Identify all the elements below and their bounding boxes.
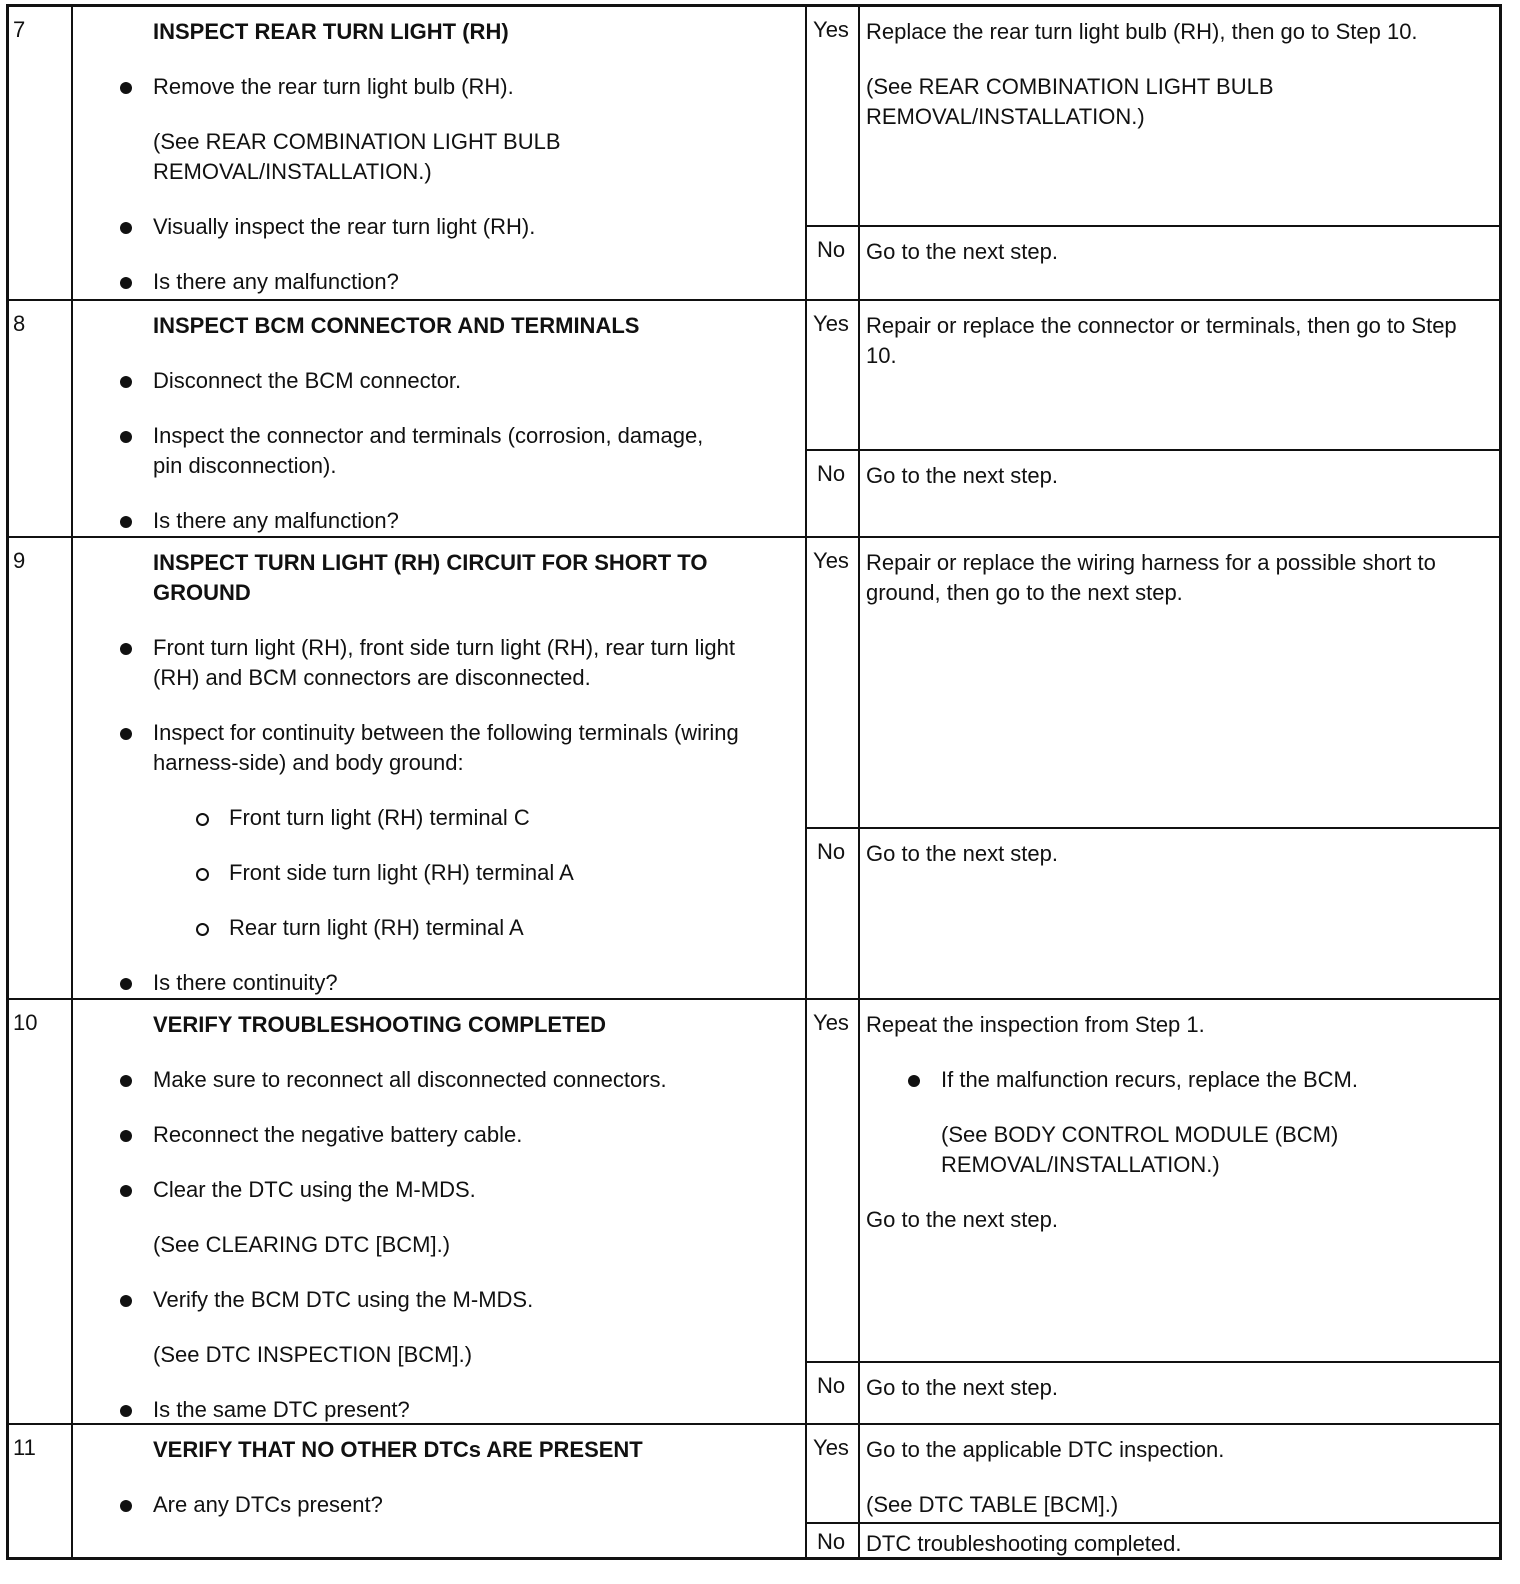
step-number: 7	[13, 17, 26, 42]
step-title: INSPECT TURN LIGHT (RH) CIRCUIT FOR SHORT TO GROUND	[153, 550, 708, 605]
bullet-icon	[120, 1405, 132, 1417]
step-number: 8	[13, 311, 26, 336]
list-item: Reconnect the negative battery cable.	[153, 1120, 789, 1150]
yes-label: Yes	[813, 548, 849, 573]
no-label: No	[816, 839, 846, 864]
bullet-icon	[120, 277, 132, 289]
table-row-step-9	[9, 538, 1499, 1000]
list-item: Is there continuity?	[153, 968, 789, 998]
list-item: Is there any malfunction?	[153, 267, 789, 297]
list-item: Front side turn light (RH) terminal A	[229, 858, 789, 888]
list-item: Are any DTCs present?	[153, 1490, 789, 1520]
bullet-icon	[120, 222, 132, 234]
yes-action: Repeat the inspection from Step 1.	[866, 1012, 1205, 1037]
no-action: Go to the next step.	[866, 1375, 1059, 1400]
reference-note: (See DTC TABLE [BCM].)	[866, 1492, 1119, 1517]
table-row-step-7	[9, 7, 1499, 301]
no-label: No	[816, 461, 846, 486]
bullet-icon	[120, 82, 132, 94]
list-item: Rear turn light (RH) terminal A	[229, 913, 789, 943]
step-title: VERIFY THAT NO OTHER DTCs ARE PRESENT	[153, 1437, 643, 1462]
reference-note: (See DTC INSPECTION [BCM].)	[153, 1342, 473, 1367]
no-label: No	[816, 1373, 846, 1398]
yes-label: Yes	[813, 1010, 849, 1035]
yes-label: Yes	[813, 311, 849, 336]
circle-bullet-icon	[196, 868, 209, 881]
bullet-icon	[120, 1500, 132, 1512]
reference-note: (See REAR COMBINATION LIGHT BULB REMOVAL/INSTALLATION.)	[866, 74, 1274, 129]
bullet-icon	[120, 1130, 132, 1142]
reference-note: (See BODY CONTROL MODULE (BCM) REMOVAL/INSTALLATION.)	[941, 1122, 1339, 1177]
list-item: Disconnect the BCM connector.	[153, 366, 789, 396]
bullet-icon	[120, 1185, 132, 1197]
no-label: No	[816, 1529, 846, 1554]
list-item: Is there any malfunction?	[153, 506, 789, 536]
bullet-icon	[120, 1295, 132, 1307]
no-action: Go to the next step.	[866, 239, 1059, 264]
step-title: VERIFY TROUBLESHOOTING COMPLETED	[153, 1012, 607, 1037]
list-item: Verify the BCM DTC using the M-MDS.	[153, 1285, 789, 1315]
no-label: No	[816, 237, 846, 262]
no-action: Go to the next step.	[866, 463, 1059, 488]
table-row-step-11	[9, 1425, 1499, 1557]
list-item: Inspect the connector and terminals (corrosion, damage, pin disconnection).	[153, 421, 713, 481]
list-item: Make sure to reconnect all disconnected connectors.	[153, 1065, 789, 1095]
bullet-icon	[120, 516, 132, 528]
yes-after-action: Go to the next step.	[866, 1207, 1059, 1232]
no-action: DTC troubleshooting completed.	[866, 1531, 1182, 1556]
list-item: Visually inspect the rear turn light (RH).	[153, 212, 789, 242]
yes-label: Yes	[813, 17, 849, 42]
reference-note: (See REAR COMBINATION LIGHT BULB REMOVAL/INSTALLATION.)	[153, 129, 561, 184]
list-item: Remove the rear turn light bulb (RH).	[153, 72, 789, 102]
step-number: 10	[13, 1010, 38, 1035]
yes-action: Go to the applicable DTC inspection.	[866, 1437, 1225, 1462]
list-item: If the malfunction recurs, replace the BCM.	[941, 1065, 1491, 1095]
step-title: INSPECT REAR TURN LIGHT (RH)	[153, 19, 509, 44]
bullet-icon	[120, 728, 132, 740]
yes-action: Replace the rear turn light bulb (RH), then go to Step 10.	[866, 19, 1418, 44]
list-item: Is the same DTC present?	[153, 1395, 789, 1425]
list-item: Front turn light (RH) terminal C	[229, 803, 789, 833]
reference-note: (See CLEARING DTC [BCM].)	[153, 1232, 451, 1257]
list-item: Clear the DTC using the M-MDS.	[153, 1175, 789, 1205]
bullet-icon	[120, 431, 132, 443]
step-title: INSPECT BCM CONNECTOR AND TERMINALS	[153, 313, 640, 338]
table-row-step-10	[9, 1000, 1499, 1425]
list-item: Front turn light (RH), front side turn light (RH), rear turn light (RH) and BCM connectors are disconnected.	[153, 633, 773, 693]
bullet-icon	[120, 978, 132, 990]
list-item: Inspect for continuity between the following terminals (wiring harness-side) and body ground:	[153, 718, 753, 778]
step-number: 11	[13, 1435, 36, 1460]
bullet-icon	[908, 1075, 920, 1087]
bullet-icon	[120, 1075, 132, 1087]
yes-action: Repair or replace the connector or terminals, then go to Step 10.	[866, 313, 1457, 368]
bullet-icon	[120, 643, 132, 655]
no-action: Go to the next step.	[866, 841, 1059, 866]
troubleshooting-table	[6, 4, 1502, 1560]
bullet-icon	[120, 376, 132, 388]
table-row-step-8	[9, 301, 1499, 538]
yes-action: Repair or replace the wiring harness for a possible short to ground, then go to the next step.	[866, 550, 1436, 605]
circle-bullet-icon	[196, 923, 209, 936]
yes-label: Yes	[813, 1435, 849, 1460]
step-number: 9	[13, 548, 26, 573]
circle-bullet-icon	[196, 813, 209, 826]
